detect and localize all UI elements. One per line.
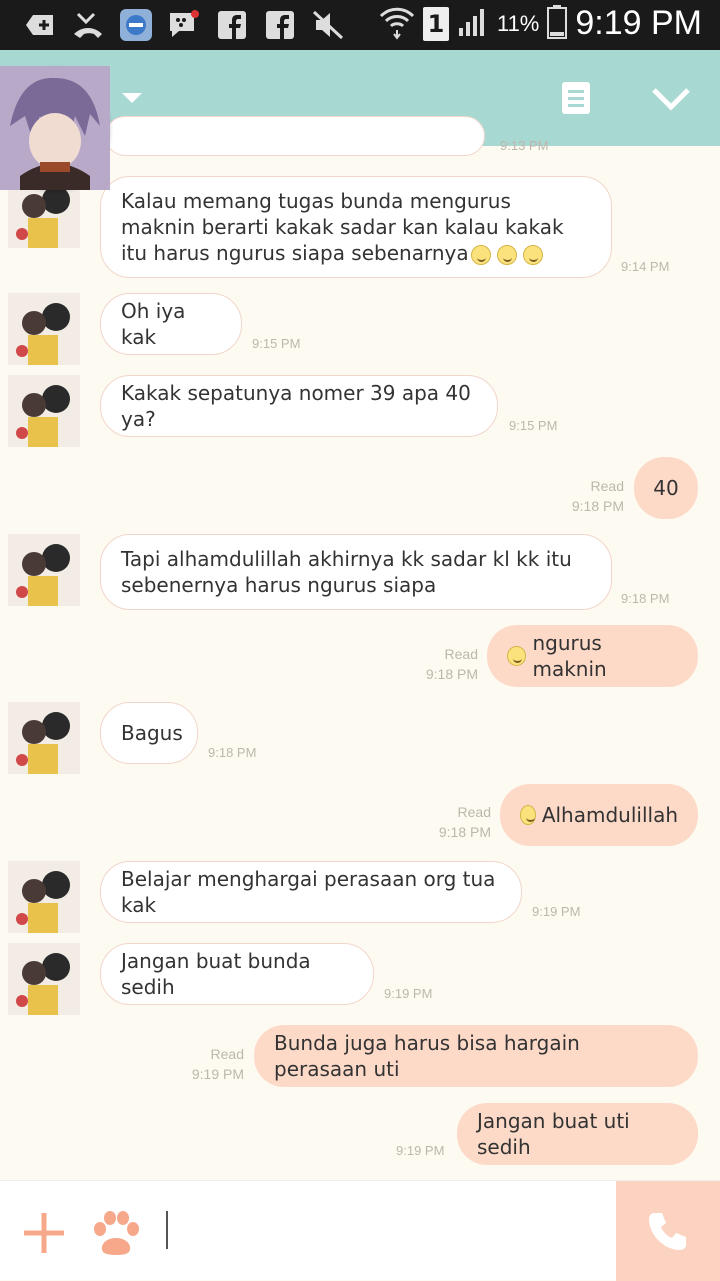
message-time: 9:15 PM — [252, 336, 301, 351]
read-receipt: Read 9:18 PM — [438, 804, 491, 840]
message-time: 9:18 PM — [208, 745, 257, 760]
text-input[interactable] — [166, 1211, 168, 1249]
outgoing-message-bubble[interactable] — [634, 457, 698, 519]
message-list[interactable] — [0, 138, 720, 1180]
chevron-down-icon[interactable] — [650, 84, 692, 118]
message-time: 9:19 PM — [396, 1143, 445, 1158]
message-text: Oh iya kak — [121, 299, 186, 349]
app-notification-icon — [118, 8, 154, 42]
facebook-icon — [214, 8, 250, 42]
sticker-paw-icon[interactable] — [90, 1209, 142, 1261]
message-text: Jangan buat uti sedih — [477, 1109, 630, 1159]
dropdown-caret-icon[interactable] — [120, 90, 144, 109]
message-text: Alhamdulillah — [541, 803, 678, 827]
message-time: 9:19 PM — [532, 904, 581, 919]
outgoing-message-bubble[interactable] — [500, 784, 698, 846]
outgoing-message-bubble[interactable] — [457, 1103, 698, 1165]
incoming-message-bubble[interactable] — [100, 943, 374, 1005]
sender-avatar[interactable] — [8, 375, 80, 447]
contact-avatar[interactable] — [0, 66, 110, 190]
message-text: Kakak sepatunya nomer 39 apa 40 ya? — [121, 381, 471, 431]
sim-icon — [423, 7, 449, 41]
incoming-message-bubble[interactable] — [100, 702, 198, 764]
read-receipt: Read 9:19 PM — [191, 1046, 244, 1082]
plus-icon[interactable] — [22, 1211, 66, 1259]
notes-icon[interactable] — [560, 80, 592, 120]
message-bubble-partial — [105, 116, 485, 156]
message-time: 9:14 PM — [621, 259, 670, 274]
phone-icon — [646, 1209, 690, 1253]
bbm-icon — [166, 8, 202, 42]
facebook-icon-2 — [262, 8, 298, 42]
sim-number: 1 — [427, 9, 445, 38]
message-text: Belajar menghargai perasaan org tua kak — [121, 867, 496, 917]
missed-call-icon — [70, 8, 106, 42]
message-time-partial: 9:13 PM — [500, 138, 549, 153]
sender-avatar[interactable] — [8, 702, 80, 774]
signal-icon — [457, 6, 489, 42]
message-time: 9:19 PM — [384, 986, 433, 1001]
emoji-icon — [523, 245, 543, 265]
add-notification-icon — [22, 8, 58, 42]
compose-bar — [0, 1180, 720, 1280]
sender-avatar[interactable] — [8, 861, 80, 933]
message-text: Jangan buat bunda sedih — [121, 949, 311, 999]
status-bar — [0, 0, 720, 50]
outgoing-message-bubble[interactable] — [487, 625, 698, 687]
message-text: Tapi alhamdulillah akhirnya kk sadar kl kk itu sebenernya harus ngurus siapa — [121, 547, 572, 597]
read-receipt: Read 9:18 PM — [425, 646, 478, 682]
incoming-message-bubble[interactable] — [100, 534, 612, 610]
read-receipt: Read 9:18 PM — [571, 478, 624, 514]
battery-percent: 11% — [496, 10, 540, 36]
clock: 9:19 PM — [575, 4, 702, 42]
message-time: 9:15 PM — [509, 418, 558, 433]
message-text: Bagus — [121, 721, 183, 745]
sender-avatar[interactable] — [8, 943, 80, 1015]
sender-avatar[interactable] — [8, 293, 80, 365]
mute-icon — [310, 8, 346, 42]
call-button[interactable] — [616, 1181, 720, 1281]
message-text: ngurus maknin — [532, 631, 607, 681]
message-text: Kalau memang tugas bunda mengurus maknin berarti kakak sadar kan kalau kakak itu harus ngurus siapa sebenarnya — [121, 189, 564, 265]
incoming-message-bubble[interactable] — [100, 293, 242, 355]
sender-avatar[interactable] — [8, 534, 80, 606]
message-text: Bunda juga harus bisa hargain perasaan uti — [274, 1031, 580, 1081]
battery-icon — [547, 5, 567, 43]
message-text: 40 — [653, 476, 679, 500]
message-time: 9:18 PM — [621, 591, 670, 606]
incoming-message-bubble[interactable] — [100, 375, 498, 437]
emoji-icon — [471, 245, 491, 265]
emoji-icon — [507, 646, 526, 666]
emoji-icon — [497, 245, 517, 265]
incoming-message-bubble[interactable] — [100, 861, 522, 923]
wifi-icon — [379, 6, 415, 42]
outgoing-message-bubble[interactable] — [254, 1025, 698, 1087]
emoji-icon — [520, 805, 536, 825]
incoming-message-bubble[interactable] — [100, 176, 612, 278]
